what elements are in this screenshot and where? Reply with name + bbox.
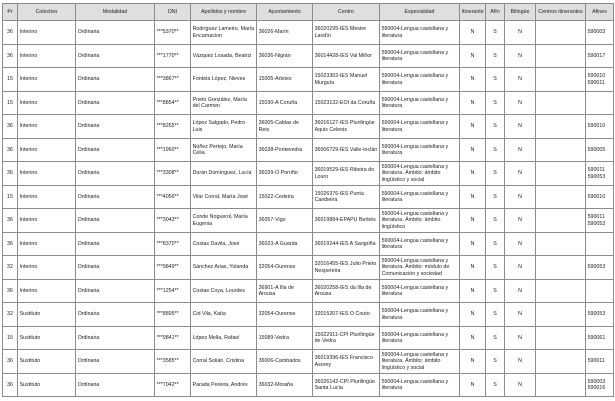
table-row — [3, 280, 614, 303]
cell-colectivo: Sustituto — [18, 374, 76, 397]
cell-afin: S — [486, 162, 505, 186]
cell-centro: 36016127-IES Plurilingüe Aquis Celenis — [313, 115, 380, 139]
cell-pr: 36 — [3, 280, 18, 303]
cell-afines: 590011 590053 — [586, 162, 614, 186]
table-row — [3, 186, 614, 209]
cell-pr: 36 — [3, 350, 18, 374]
cell-nombre: Durán Domínguez, Lucía — [191, 162, 257, 186]
cell-dni: ***4056** — [155, 186, 191, 209]
cell-afines — [586, 92, 614, 115]
cell-ayuntamiento: 32054-Ourense — [257, 303, 313, 327]
cell-modalidad: Ordinaria — [76, 21, 155, 45]
cell-modalidad: Ordinaria — [76, 327, 155, 350]
cell-colectivo: Interino — [18, 209, 76, 233]
cell-colectivo: Interino — [18, 45, 76, 68]
cell-centro: 36006729-IES Valle-Inclán — [313, 139, 380, 162]
cell-afin: S — [486, 209, 505, 233]
header-modalidad: Modalidad — [76, 4, 155, 21]
cell-afin: S — [486, 68, 505, 92]
cell-bilingue: N — [505, 92, 536, 115]
cell-nombre: López Salgado, Pedro Luis — [191, 115, 257, 139]
cell-centros-itinerantes — [536, 374, 586, 397]
cell-itinerante: N — [460, 139, 486, 162]
table-row — [3, 374, 614, 397]
cell-centros-itinerantes — [536, 92, 586, 115]
cell-colectivo: Interino — [18, 139, 76, 162]
cell-dni: ***3585** — [155, 350, 191, 374]
cell-pr: 36 — [3, 45, 18, 68]
header-afin: Afín — [486, 4, 505, 21]
cell-colectivo: Interino — [18, 162, 76, 186]
cell-afin: S — [486, 45, 505, 68]
cell-bilingue: N — [505, 21, 536, 45]
cell-centros-itinerantes — [536, 256, 586, 280]
cell-ayuntamiento: 36032-Moraña — [257, 374, 313, 397]
cell-centros-itinerantes — [536, 303, 586, 327]
cell-nombre: Vilar Corral, María José — [191, 186, 257, 209]
cell-centros-itinerantes — [536, 115, 586, 139]
cell-afines: 590017 — [586, 45, 614, 68]
cell-modalidad: Ordinaria — [76, 115, 155, 139]
cell-pr: 36 — [3, 233, 18, 256]
cell-centros-itinerantes — [536, 186, 586, 209]
table-row — [3, 92, 614, 115]
cell-itinerante: N — [460, 186, 486, 209]
cell-modalidad: Ordinaria — [76, 92, 155, 115]
table-row — [3, 139, 614, 162]
cell-colectivo: Sustituto — [18, 303, 76, 327]
table-row — [3, 256, 614, 280]
cell-centros-itinerantes — [536, 350, 586, 374]
cell-modalidad: Ordinaria — [76, 256, 155, 280]
cell-especialidad: 590004-Lengua castellana y literatura — [380, 21, 460, 45]
cell-centros-itinerantes — [536, 45, 586, 68]
cell-centros-itinerantes — [536, 233, 586, 256]
cell-modalidad: Ordinaria — [76, 209, 155, 233]
cell-ayuntamiento: 36026-Marín — [257, 21, 313, 45]
cell-colectivo: Interino — [18, 186, 76, 209]
cell-nombre: Prieto González, María del Carmen — [191, 92, 257, 115]
table-row — [3, 162, 614, 186]
cell-modalidad: Ordinaria — [76, 350, 155, 374]
cell-especialidad: 590004-Lengua castellana y literatura — [380, 45, 460, 68]
cell-nombre: Fontela López, Nieves — [191, 68, 257, 92]
cell-modalidad: Ordinaria — [76, 280, 155, 303]
cell-modalidad: Ordinaria — [76, 374, 155, 397]
cell-afin: S — [486, 186, 505, 209]
cell-ayuntamiento: 36036-Nigrán — [257, 45, 313, 68]
cell-itinerante: N — [460, 280, 486, 303]
cell-centros-itinerantes — [536, 280, 586, 303]
cell-centros-itinerantes — [536, 209, 586, 233]
cell-colectivo: Sustituto — [18, 327, 76, 350]
cell-afines: 590053 — [586, 303, 614, 327]
cell-afines: 590010 — [586, 115, 614, 139]
cell-bilingue: N — [505, 374, 536, 397]
cell-ayuntamiento: 15022-Cedeira — [257, 186, 313, 209]
cell-centros-itinerantes — [536, 68, 586, 92]
cell-nombre: Rodríguez Lameiro, María Encarnacion — [191, 21, 257, 45]
cell-ayuntamiento: 32054-Ourense — [257, 256, 313, 280]
cell-pr: 15 — [3, 186, 18, 209]
cell-modalidad: Ordinaria — [76, 303, 155, 327]
cell-ayuntamiento: 36023-A Guarda — [257, 233, 313, 256]
cell-afines — [586, 280, 614, 303]
cell-afin: S — [486, 327, 505, 350]
cell-afines: 590005 — [586, 139, 614, 162]
cell-especialidad: 590004-Lengua castellana y literatura. Ámbito: ámbito lingüístico y social — [380, 350, 460, 374]
cell-dni: ***5370** — [155, 21, 191, 45]
cell-nombre: Corral Solián, Cristina — [191, 350, 257, 374]
cell-itinerante: N — [460, 92, 486, 115]
cell-pr: 32 — [3, 256, 18, 280]
cell-dni: ***7042** — [155, 374, 191, 397]
cell-centro: 36020295-IES Mestre Landín — [313, 21, 380, 45]
cell-ayuntamiento: 36901-A Illa de Arousa — [257, 280, 313, 303]
cell-ayuntamiento: 36038-Pontevedra — [257, 139, 313, 162]
cell-colectivo: Sustituto — [18, 350, 76, 374]
cell-nombre: Núñez Pertejo, María Celia — [191, 139, 257, 162]
cell-dni: ***1770** — [155, 45, 191, 68]
cell-centro: 15023132-EOI da Coruña — [313, 92, 380, 115]
cell-dni: ***9841** — [155, 327, 191, 350]
cell-bilingue: N — [505, 162, 536, 186]
cell-centro: 32016455-IES Julio Prieto Nespereira — [313, 256, 380, 280]
cell-afin: S — [486, 303, 505, 327]
cell-especialidad: 590004-Lengua castellana y literatura — [380, 139, 460, 162]
table-row — [3, 45, 614, 68]
cell-nombre: Vázquez Losada, Beatriz — [191, 45, 257, 68]
cell-afines: 590011 590053 — [586, 209, 614, 233]
assignments-table-container — [2, 3, 613, 397]
cell-especialidad: 590004-Lengua castellana y literatura — [380, 303, 460, 327]
table-row — [3, 350, 614, 374]
table-row — [3, 21, 614, 45]
cell-especialidad: 590004-Lengua castellana y literatura. Ámbito: módulo de Comunicación y sociedad — [380, 256, 460, 280]
header-colectivo: Colectivo — [18, 4, 76, 21]
cell-colectivo: Interino — [18, 115, 76, 139]
table-row — [3, 327, 614, 350]
cell-colectivo: Interino — [18, 280, 76, 303]
cell-centro: 36014428-IES Val Miñor — [313, 45, 380, 68]
cell-nombre: Conde Noguerol, María Eugenia — [191, 209, 257, 233]
table-row — [3, 209, 614, 233]
cell-bilingue: N — [505, 233, 536, 256]
cell-nombre: Costas Coya, Lourdes — [191, 280, 257, 303]
cell-ayuntamiento: 15089-Vedra — [257, 327, 313, 350]
cell-centros-itinerantes — [536, 139, 586, 162]
cell-bilingue: N — [505, 115, 536, 139]
cell-especialidad: 590004-Lengua castellana y literatura — [380, 280, 460, 303]
cell-bilingue: N — [505, 139, 536, 162]
cell-ayuntamiento: 36006-Cambados — [257, 350, 313, 374]
cell-itinerante: N — [460, 303, 486, 327]
cell-modalidad: Ordinaria — [76, 68, 155, 92]
header-afines: Afines — [586, 4, 614, 21]
cell-especialidad: 590004-Lengua castellana y literatura — [380, 233, 460, 256]
table-row — [3, 115, 614, 139]
cell-centro: 15026376-IES Punta Candieira — [313, 186, 380, 209]
cell-centros-itinerantes — [536, 21, 586, 45]
cell-pr: 36 — [3, 139, 18, 162]
cell-afin: S — [486, 21, 505, 45]
cell-dni: ***3043** — [155, 209, 191, 233]
cell-bilingue: N — [505, 350, 536, 374]
cell-afines: 590053 — [586, 256, 614, 280]
cell-centro: 36026142-CPI Plurilingüe Santa Lucía — [313, 374, 380, 397]
cell-ayuntamiento: 36039-O Porriño — [257, 162, 313, 186]
cell-itinerante: N — [460, 233, 486, 256]
cell-ayuntamiento: 15005-Arteixo — [257, 68, 313, 92]
cell-itinerante: N — [460, 68, 486, 92]
cell-especialidad: 590004-Lengua castellana y literatura — [380, 327, 460, 350]
cell-modalidad: Ordinaria — [76, 186, 155, 209]
cell-afin: S — [486, 92, 505, 115]
cell-centros-itinerantes — [536, 162, 586, 186]
cell-bilingue: N — [505, 280, 536, 303]
cell-especialidad: 590004-Lengua castellana y literatura — [380, 374, 460, 397]
header-dni: DNI — [155, 4, 191, 21]
cell-afin: S — [486, 280, 505, 303]
cell-ayuntamiento: 36005-Caldas de Reis — [257, 115, 313, 139]
cell-pr: 36 — [3, 162, 18, 186]
header-centro: Centro — [313, 4, 380, 21]
cell-itinerante: N — [460, 162, 486, 186]
header-especialidad: Especialidad — [380, 4, 460, 21]
cell-dni: ***8265** — [155, 115, 191, 139]
cell-afin: S — [486, 139, 505, 162]
cell-bilingue: N — [505, 256, 536, 280]
cell-itinerante: N — [460, 21, 486, 45]
cell-afin: S — [486, 256, 505, 280]
header-itinerante: Itinerante — [460, 4, 486, 21]
cell-pr: 15 — [3, 68, 18, 92]
cell-colectivo: Interino — [18, 92, 76, 115]
cell-especialidad: 590004-Lengua castellana y literatura. Ámbito: ámbito lingüístico y social — [380, 162, 460, 186]
cell-afin: S — [486, 115, 505, 139]
cell-modalidad: Ordinaria — [76, 233, 155, 256]
cell-bilingue: N — [505, 45, 536, 68]
cell-ayuntamiento: 36057-Vigo — [257, 209, 313, 233]
cell-afines — [586, 233, 614, 256]
cell-especialidad: 590004-Lengua castellana y literatura — [380, 92, 460, 115]
cell-nombre: Cid Vila, Katia — [191, 303, 257, 327]
table-row — [3, 233, 614, 256]
cell-centro: 36020258-IES da Illa de Arousa — [313, 280, 380, 303]
cell-afines: 590003 590016 — [586, 374, 614, 397]
cell-pr: 32 — [3, 303, 18, 327]
cell-colectivo: Interino — [18, 256, 76, 280]
cell-modalidad: Ordinaria — [76, 45, 155, 68]
cell-centro: 36019396-IES Francisco Asorey — [313, 350, 380, 374]
header-bilingue: Bilingüe — [505, 4, 536, 21]
cell-itinerante: N — [460, 115, 486, 139]
cell-itinerante: N — [460, 256, 486, 280]
cell-bilingue: N — [505, 209, 536, 233]
cell-bilingue: N — [505, 68, 536, 92]
cell-afines: 590010 590011 — [586, 68, 614, 92]
cell-afines: 590010 — [586, 186, 614, 209]
cell-especialidad: 590004-Lengua castellana y literatura — [380, 115, 460, 139]
header-apellidos-nombre: Apellidos y nombre — [191, 4, 257, 21]
cell-afin: S — [486, 350, 505, 374]
cell-pr: 36 — [3, 21, 18, 45]
cell-especialidad: 590004-Lengua castellana y literatura. Ámbito: ámbito lingüístico — [380, 209, 460, 233]
cell-itinerante: N — [460, 45, 486, 68]
cell-bilingue: N — [505, 186, 536, 209]
cell-centro: 36019529-IES Ribeira do Louro — [313, 162, 380, 186]
cell-dni: ***8854** — [155, 92, 191, 115]
cell-afines: 590061 — [586, 327, 614, 350]
cell-dni: ***8370** — [155, 233, 191, 256]
table-row — [3, 68, 614, 92]
cell-modalidad: Ordinaria — [76, 162, 155, 186]
assignments-table — [2, 3, 614, 397]
cell-dni: ***1254** — [155, 280, 191, 303]
cell-nombre: López Mella, Rafael — [191, 327, 257, 350]
cell-dni: ***8895** — [155, 303, 191, 327]
cell-dni: ***3867** — [155, 68, 191, 92]
cell-pr: 15 — [3, 327, 18, 350]
cell-nombre: Costas Davila, José — [191, 233, 257, 256]
cell-centro: 36019884-EPAPU Berbés — [313, 209, 380, 233]
table-body — [3, 21, 614, 397]
header-row — [3, 4, 614, 21]
cell-afines: 590011 — [586, 350, 614, 374]
cell-pr: 36 — [3, 115, 18, 139]
cell-colectivo: Interino — [18, 68, 76, 92]
cell-colectivo: Interino — [18, 21, 76, 45]
header-centros-itinerantes: Centros itinerantes — [536, 4, 586, 21]
cell-centro: 32015207-IES O Couto — [313, 303, 380, 327]
cell-especialidad: 590004-Lengua castellana y literatura — [380, 186, 460, 209]
cell-pr: 36 — [3, 209, 18, 233]
cell-nombre: Sánchez Arias, Yolanda — [191, 256, 257, 280]
cell-afines: 590003 — [586, 21, 614, 45]
cell-itinerante: N — [460, 209, 486, 233]
header-ayuntamiento: Ayuntamiento — [257, 4, 313, 21]
cell-ayuntamiento: 15030-A Coruña — [257, 92, 313, 115]
cell-afin: S — [486, 374, 505, 397]
cell-modalidad: Ordinaria — [76, 139, 155, 162]
cell-dni: ***1960** — [155, 139, 191, 162]
cell-itinerante: N — [460, 350, 486, 374]
cell-centros-itinerantes — [536, 327, 586, 350]
cell-especialidad: 590004-Lengua castellana y literatura — [380, 68, 460, 92]
cell-centro: 15023302-IES Manuel Murguía — [313, 68, 380, 92]
cell-dni: ***9849** — [155, 256, 191, 280]
cell-itinerante: N — [460, 374, 486, 397]
cell-nombre: Parada Pereira, Andrés — [191, 374, 257, 397]
cell-afin: S — [486, 233, 505, 256]
table-row — [3, 303, 614, 327]
cell-dni: ***3308** — [155, 162, 191, 186]
cell-pr: 15 — [3, 92, 18, 115]
cell-centro: 15022911-CPI Plurilingüe de Vedra — [313, 327, 380, 350]
cell-itinerante: N — [460, 327, 486, 350]
cell-bilingue: N — [505, 303, 536, 327]
cell-pr: 36 — [3, 374, 18, 397]
cell-colectivo: Interino — [18, 233, 76, 256]
cell-centro: 36019244-IES A Sangriña — [313, 233, 380, 256]
cell-bilingue: N — [505, 327, 536, 350]
header-pr: Pr — [3, 4, 18, 21]
